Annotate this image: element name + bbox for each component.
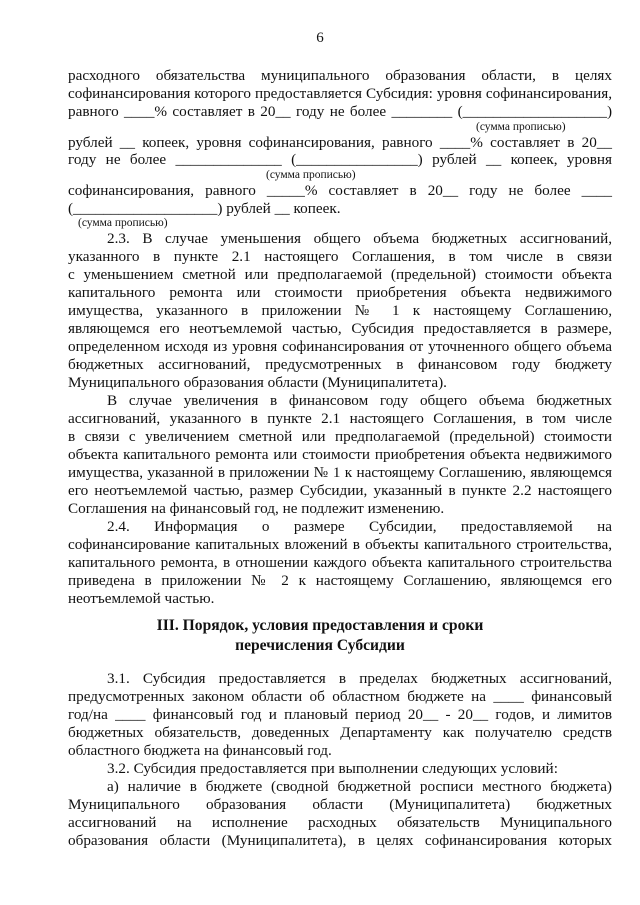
text-line: Соглашения на финансовый год, не подлежит изменению. — [68, 500, 445, 517]
text-line: капитального ремонта или стоимости приобретения объекта недвижимого — [68, 284, 612, 301]
page-number: 6 — [316, 30, 324, 46]
text-line: являющемся его неотъемлемой частью, Субсидия предоставляется в размере, — [68, 320, 612, 337]
amount-caption: (сумма прописью) — [266, 169, 356, 181]
text-line: году не более ______________ (________________) рублей __ копеек, уровня — [68, 151, 612, 168]
text-line: ассигнований, указанного в пункте 2.1 настоящего Соглашения, в том числе — [68, 410, 612, 427]
text-line: 2.3. В случае уменьшения общего объема бюджетных ассигнований, — [107, 230, 612, 247]
text-line: а) наличие в бюджете (сводной бюджетной росписи местного бюджета) — [107, 778, 612, 795]
text-line: 3.1. Субсидия предоставляется в пределах бюджетных ассигнований, — [107, 670, 612, 687]
text-line: объекта капитального ремонта или стоимости приобретения объекта недвижимого — [68, 446, 612, 463]
text-line: софинансирование капитальных вложений в объекты капитального строительства, — [68, 536, 612, 553]
text-line: Муниципального образования области (Муниципалитета). — [68, 374, 447, 391]
text-line: софинансирования которого предоставляется Субсидия: уровня софинансирования, — [68, 85, 612, 102]
text-line: год/на ____ финансовый год и плановый период 20__ - 20__ годов, и лимитов — [68, 706, 612, 723]
text-line: софинансирования, равного _____% составляет в 20__ году не более ____ — [68, 182, 612, 199]
paragraph-3-2: 3.2. Субсидия предоставляется при выполнении следующих условий: — [107, 760, 558, 777]
text-line: В случае увеличения в финансовом году общего объема бюджетных — [107, 392, 612, 409]
text-line: ассигнований на исполнение расходных обязательств Муниципального — [68, 814, 612, 831]
amount-caption: (сумма прописью) — [476, 121, 566, 133]
text-line: определенном исходя из уровня софинансирования от уточненного общего объема — [68, 338, 612, 355]
text-line: приведена в приложении № 2 к настоящему Соглашению, являющемся его — [68, 572, 612, 589]
text-line: бюджетных ассигнований, предусмотренных в финансовом году бюджету — [68, 356, 612, 373]
amount-caption: (сумма прописью) — [78, 217, 168, 229]
text-line: капитального ремонта, в отношении каждого объекта капитального строительства — [68, 554, 612, 571]
text-line: (___________________) рублей __ копеек. — [68, 200, 341, 217]
text-line: 2.4. Информация о размере Субсидии, предоставляемой на — [107, 518, 612, 535]
text-line: бюджетных обязательств, доведенных Департаменту как получателю средств — [68, 724, 612, 741]
text-line: имущества, указанного в приложении № 1 к настоящему Соглашению, — [68, 302, 612, 319]
text-line: с уменьшением сметной или предполагаемой (предельной) стоимости объекта — [68, 266, 612, 283]
text-line: областного бюджета на финансовый год. — [68, 742, 332, 759]
section-title-line: III. Порядок, условия предоставления и сроки — [156, 617, 484, 634]
text-line: расходного обязательства муниципального образования области, в целях — [68, 67, 612, 84]
text-line: его неотъемлемой частью, размер Субсидии, указанный в пункте 2.2 настоящего — [68, 482, 612, 499]
text-line: равного ____% составляет в 20__ году не более ________ (___________________) — [68, 103, 612, 120]
text-line: образования области (Муниципалитета), в целях софинансирования которых — [68, 832, 612, 849]
text-line: рублей __ копеек, уровня софинансирования, равного ____% составляет в 20__ — [68, 134, 612, 151]
text-line: в связи с увеличением сметной или предполагаемой (предельной) стоимости — [68, 428, 612, 445]
section-title-line: перечисления Субсидии — [235, 637, 405, 654]
text-line: имущества, указанной в приложении № 1 к настоящему Соглашению, являющемся — [68, 464, 612, 481]
text-line: Муниципального образования области (Муниципалитета) бюджетных — [68, 796, 612, 813]
text-line: указанного в пункте 2.1 настоящего Соглашения, в том числе в связи — [68, 248, 612, 265]
text-line: предусмотренных законом области об областном бюджете на ____ финансовый — [68, 688, 612, 705]
text-line: неотъемлемой частью. — [68, 590, 215, 607]
